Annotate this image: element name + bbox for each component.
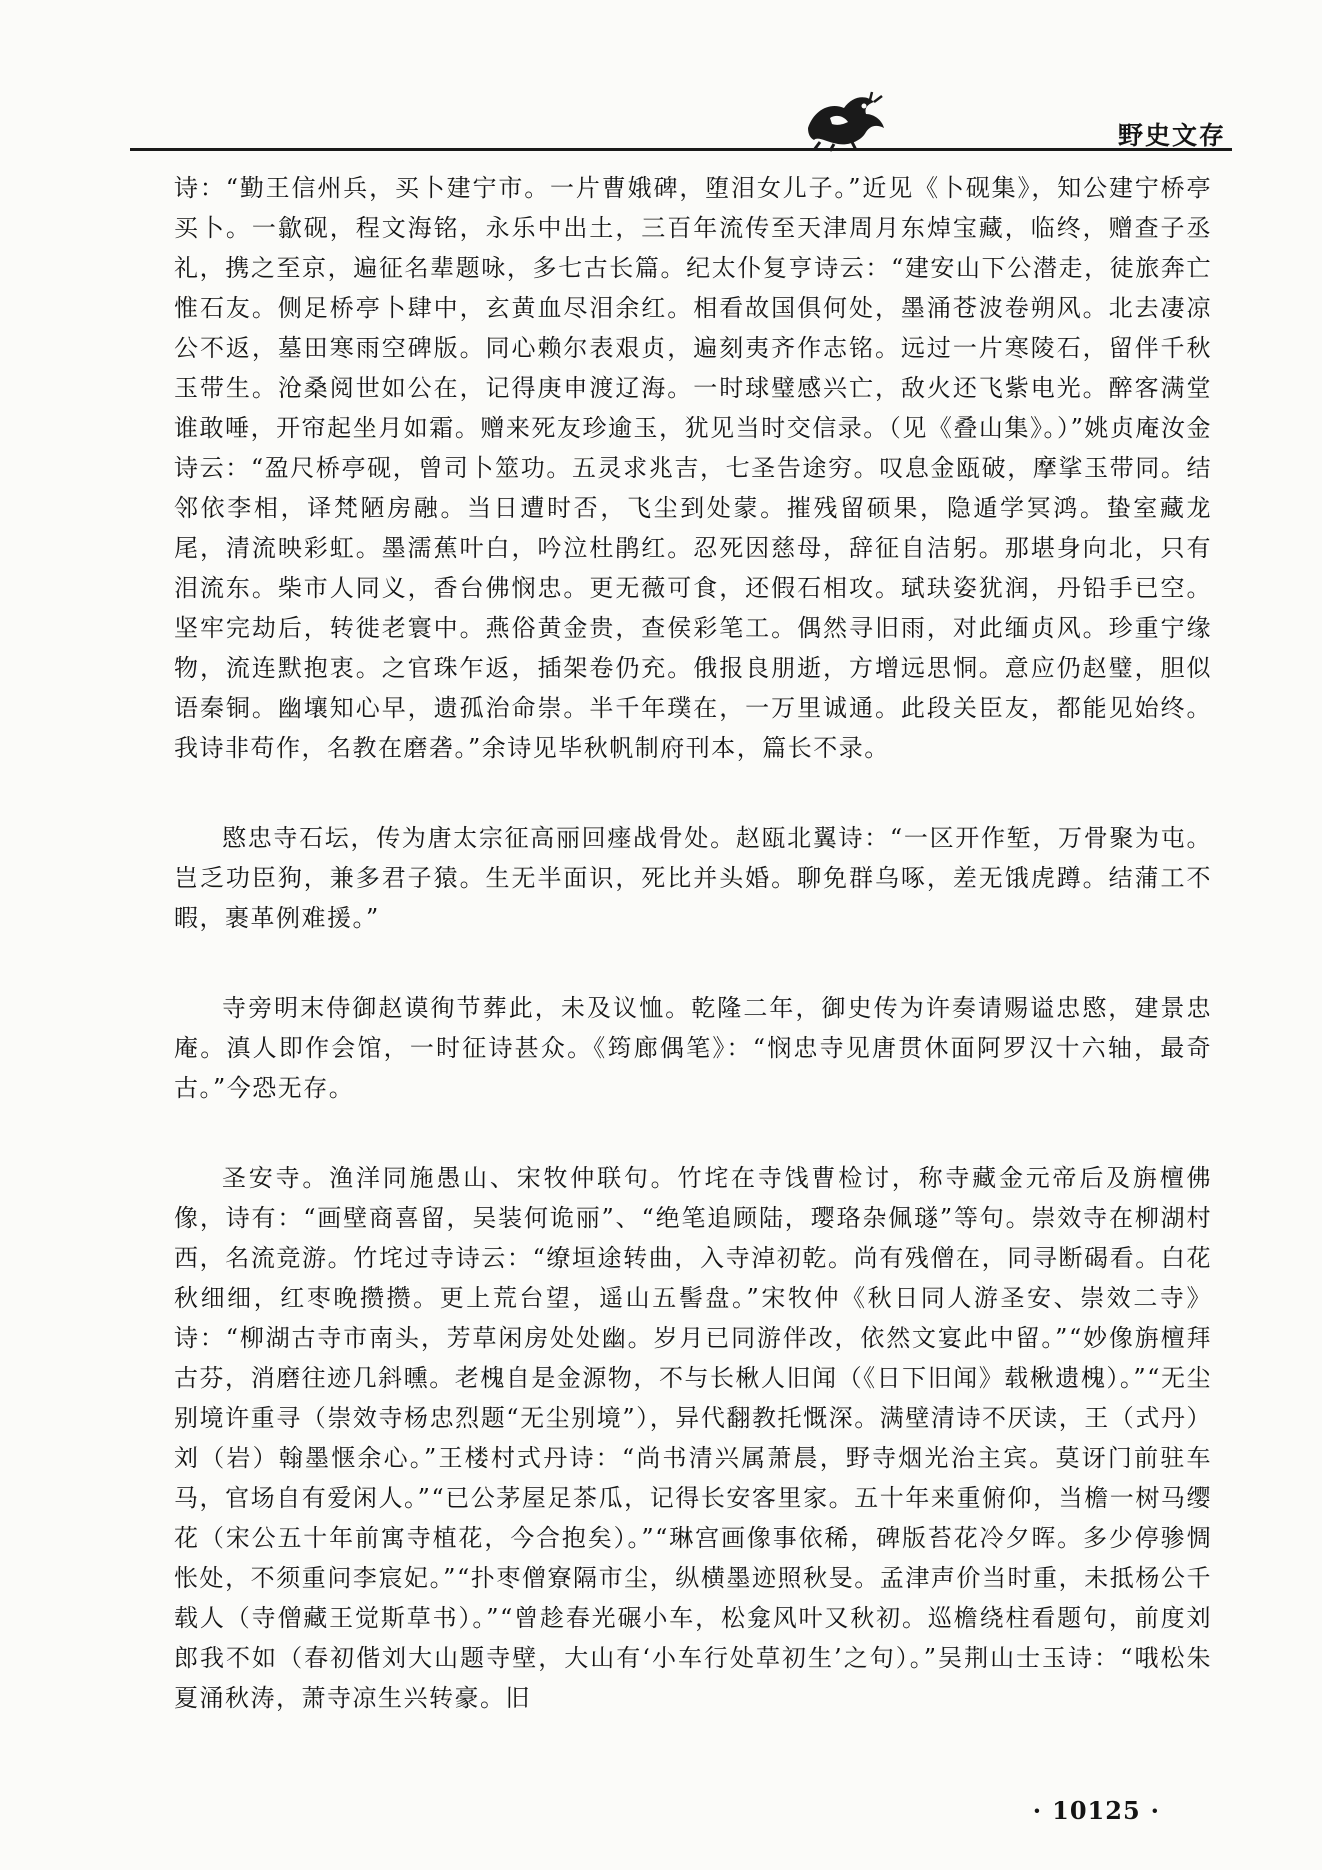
paragraph-2: 愍忠寺石坛，传为唐太宗征高丽回瘗战骨处。赵瓯北翼诗：“一区开作堑，万骨聚为屯。岂乏功臣狗，兼多君子猿。生无半面识，死比并头婚。聊免群乌啄，差无饿虎蹲。结蒲工不暇，裹革例难援。” [174, 824, 1212, 932]
paragraph-1: 诗：“勤王信州兵，买卜建宁市。一片曹娥碑，堕泪女儿子。”近见《卜砚集》，知公建宁桥亭买卜。一歙砚，程文海铭，永乐中出土，三百年流传至天津周月东焯宝藏，临终，赠查子丞礼，携之至京，遍征名辈题咏，多七古长篇。纪太仆复亨诗云：“建安山下公潜走，徒旅奔亡惟石友。侧足桥亭卜肆中，玄黄血尽泪余红。相看故国俱何处，墨涌苍波卷朔风。北去凄凉公不返，墓田寒雨空碑版。同心赖尔表艰贞，遍刻夷齐作志铭。远过一片寒陵石，留伴千秋玉带生。沧桑阅世如公在，记得庚申渡辽海。一时球璧感兴亡，敌火还飞紫电光。醉客满堂谁敢唾，开帘起坐月如霜。赠来死友珍逾玉，犹见当时交信录。（见《叠山集》。）”姚贞庵汝金诗云：“盈尺桥亭砚，曾司卜筮功。五灵求兆吉，七圣告途穷。叹息金瓯破，摩挲玉带同。结邻依李相，译梵陋房融。当日遭时否，飞尘到处蒙。摧残留硕果，隐遁学冥鸿。蛰室藏龙尾，清流映彩虹。墨濡蕉叶白，吟泣杜鹃红。忍死因慈母，辞征自洁躬。那堪身向北，只有泪流东。柴市人同义，香台佛悯忠。更无薇可食，还假石相攻。珷玞姿犹润，丹铅手已空。坚牢完劫后，转徙老寰中。燕俗黄金贵，查侯彩笔工。偶然寻旧雨，对此缅贞风。珍重宁缘物，流连默抱衷。之官珠乍返，插架卷仍充。俄报良朋逝，方增远思恫。意应仍赵璧，胆似语秦铜。幽壤知心早，遗孤治命崇。半千年璞在，一万里诚通。此段关臣友，都能见始终。我诗非苟作，名教在磨砻。”余诗见毕秋帆制府刊本，篇长不录。 [174, 174, 1212, 762]
header-rule [130, 148, 1232, 151]
paragraph-4: 圣安寺。渔洋同施愚山、宋牧仲联句。竹垞在寺饯曹检讨，称寺藏金元帝后及旃檀佛像，诗有：“画壁商喜留，吴装何诡丽”、“绝笔追顾陆，璎珞杂佩璲”等句。崇效寺在柳湖村西，名流竞游。竹垞过寺诗云：“缭垣途转曲，入寺淖初乾。尚有残僧在，同寻断碣看。白花秋细细，红枣晚攒攒。更上荒台望，遥山五髻盘。”宋牧仲《秋日同人游圣安、崇效二寺》诗：“柳湖古寺市南头，芳草闲房处处幽。岁月已同游伴改，依然文宴此中留。”“妙像旃檀拜古芬，消磨往迹几斜曛。老槐自是金源物，不与长楸人旧闻（《日下旧闻》载楸遗槐）。”“无尘别境许重寻（崇效寺杨忠烈题“无尘别境”），异代翻教托慨深。满壁清诗不厌读，王（式丹）刘（岩）翰墨惬余心。”王楼村式丹诗：“尚书清兴属萧晨，野寺烟光治主宾。莫讶门前驻车马，官场自有爱闲人。”“已公茅屋足茶瓜，记得长安客里家。五十年来重俯仰，当檐一树马缨花（宋公五十年前寓寺植花，今合抱矣）。”“琳宫画像事依稀，碑版苔花冷夕晖。多少停骖惆怅处，不须重问李宸妃。”“扑枣僧寮隔市尘，纵横墨迹照秋旻。孟津声价当时重，未抵杨公千载人（寺僧藏王觉斯草书）。”“曾趁春光碾小车，松龛风叶又秋初。巡檐绕柱看题句，前度刘郎我不如（春初偕刘大山题寺壁，大山有‘小车行处草初生’之句）。”吴荆山士玉诗：“哦松朱夏涌秋涛，萧寺凉生兴转豪。旧 [174, 1164, 1212, 1712]
page-number-value: 10125 [1052, 1796, 1141, 1825]
running-title: 野史文存 [1117, 121, 1226, 150]
paragraph-3: 寺旁明末侍御赵谟徇节葬此，未及议恤。乾隆二年，御史传为许奏请赐谥忠愍，建景忠庵。滇人即作会馆，一时征诗甚众。《筠廊偶笔》：“悯忠寺见唐贯休面阿罗汉十六轴，最奇古。”今恐无存。 [174, 994, 1212, 1102]
folio-bullet-left: · [1032, 1796, 1043, 1825]
dragon-logo-icon [800, 88, 890, 152]
page-number [1023, 1796, 1170, 1825]
folio-bullet-right: · [1150, 1796, 1160, 1825]
page-header [0, 0, 1322, 170]
page-body [174, 168, 1212, 1768]
